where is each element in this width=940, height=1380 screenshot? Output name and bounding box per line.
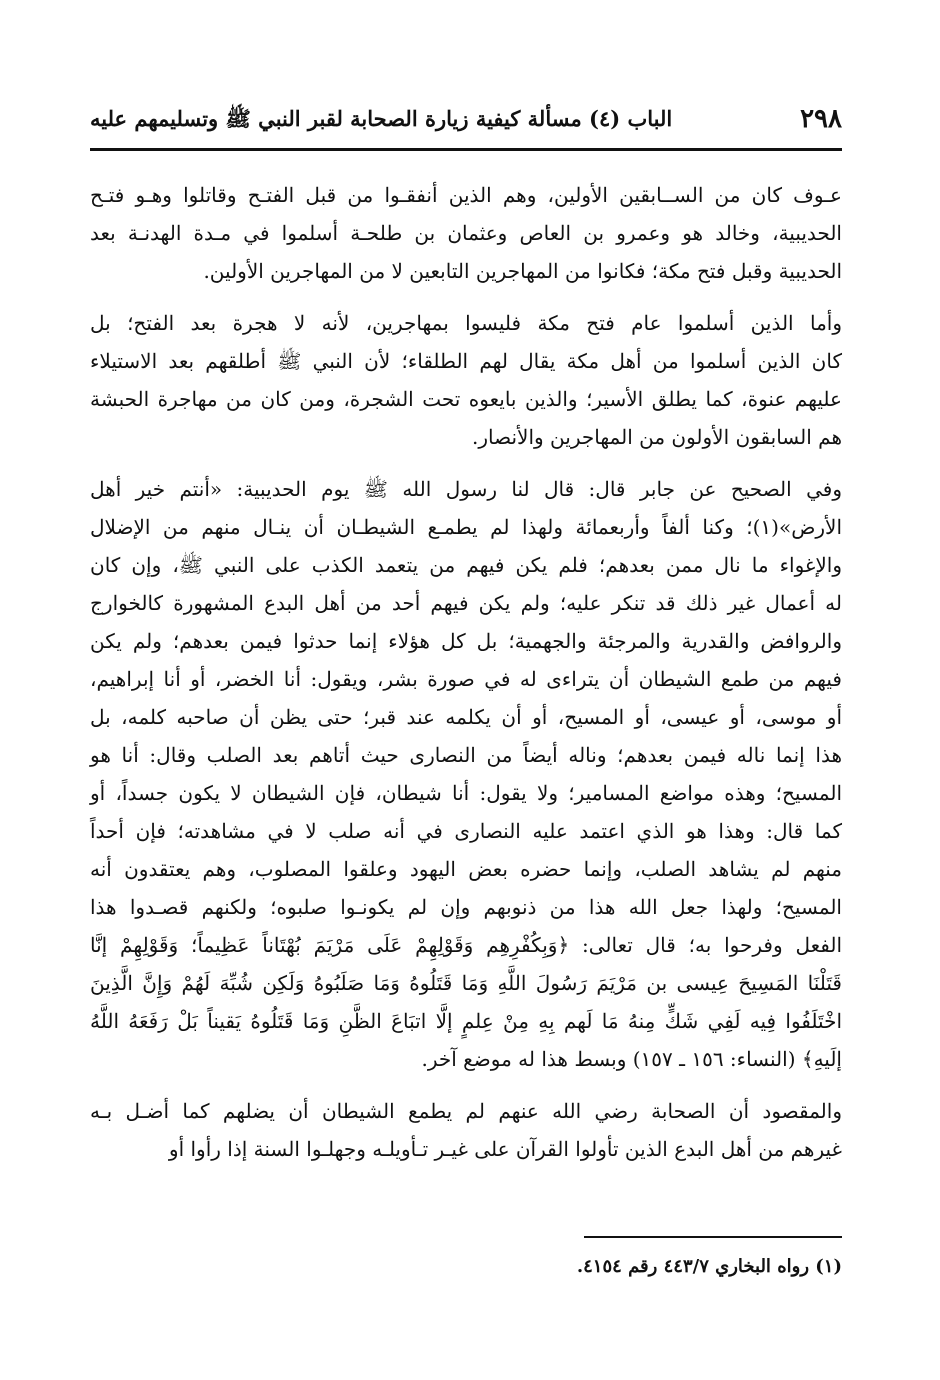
footnote: (١) رواه البخاري ٤٤٣/٧ رقم ٤١٥٤.	[576, 1256, 842, 1277]
text-line: غيرهم من أهل البدع الذين تأولوا القرآن على غيـر تـأويلـه وجهلـوا السنة إذا رأوا أو	[168, 1137, 842, 1161]
text-line: قَتَلْنَا المَسِيحَ عِيسى بن مَرْيَمَ رَسُولَ اللَّهِ وَمَا قَتَلُوهُ وَمَا صَلَبُوهُ وَلَكِن شُبِّهَ لَهُمْ وَإِنَّ الَّذِينَ	[90, 971, 842, 995]
text-line: اخْتَلَفُوا فِيه لَفِي شَكٍّ مِنهُ مَا لَهم بِهِ مِنْ عِلمٍ إلَّا اتبَاعَ الظَّنِ وَمَا قَتَلُوهُ يَقيناً بَلْ رَفَعَهُ اللَّهُ	[90, 1009, 842, 1033]
text-line: عليهم عنوة، كما يطلق الأسير؛ والذين بايعوه تحت الشجرة، ومن كان من مهاجرة الحبشة	[90, 387, 842, 411]
text-line: الحديبية وقبل فتح مكة؛ فكانوا من المهاجرين التابعين لا من المهاجرين الأولين.	[203, 259, 842, 283]
page-header	[90, 100, 842, 151]
text-line: الفعل وفرحوا به؛ قال تعالى: ﴿وَبِكُفْرِهِم وَقَوْلِهِمْ عَلَى مَرْيَمَ بُهْتَاناً عَظِيماً؛ وَقَوْلِهِمْ إنَّا	[90, 933, 842, 957]
paragraph	[90, 1092, 842, 1168]
text-line: والمقصود أن الصحابة رضي الله عنهم لم يطمع الشيطان أن يضلهم كما أضـل بـه	[90, 1099, 842, 1123]
text-line: المسيح؛ ولهذا جعل الله هذا من ذنوبهم وإن لم يكونـوا صلبوه؛ ولكنهم قصـدوا هذا	[90, 895, 842, 919]
paragraph	[90, 176, 842, 290]
text-line: أو موسى، أو عيسى، أو المسيح، أو أن يكلمه عند قبر؛ حتى يظن أن صاحبه كلمه، بل	[90, 705, 842, 729]
footnote-divider	[584, 1236, 842, 1238]
text-line: كما قال: وهذا هو الذي اعتمد عليه النصارى في أنه صلب لا في مشاهدته؛ فإن أحداً	[90, 819, 842, 843]
text-line: هم السابقون الأولون من المهاجرين والأنصار.	[472, 425, 842, 449]
text-line: الحديبية، وخالد هو وعمرو بن العاص وعثمان بن طلحـة أسلموا في مـدة الهدنـة بعد	[90, 221, 842, 245]
paragraph	[90, 470, 842, 1078]
text-line: هذا إنما ناله فيمن بعدهم؛ وناله أيضاً من النصارى حيث أتاهم بعد الصلب وقال: أنا هو	[90, 743, 842, 767]
text-line: فيهم من طمع الشيطان أن يتراءى له في صورة بشر، ويقول: أنا الخضر، أو أنا إبراهيم،	[90, 667, 842, 691]
running-title: الباب (٤) مسألة كيفية زيارة الصحابة لقبر النبي ﷺ وتسليمهم عليه	[90, 106, 673, 131]
paragraph	[90, 304, 842, 456]
text-line: وفي الصحيح عن جابر قال: قال لنا رسول الله ﷺ يوم الحديبية: «أنتم خير أهل	[90, 477, 842, 501]
text-line: المسيح؛ وهذه مواضع المسامير؛ ولا يقول: أنا شيطان، فإن الشيطان لا يكون جسداً، أو	[90, 781, 842, 805]
body-text	[90, 176, 842, 1182]
text-line: والإغواء ما نال ممن بعدهم؛ فلم يكن فيهم من يتعمد الكذب على النبي ﷺ، وإن كان	[90, 553, 842, 577]
text-line: منهم لم يشاهد الصلب، وإنما حضره بعض اليهود وعلقوا المصلوب، وهم يعتقدون أنه	[90, 857, 842, 881]
text-line: والروافض والقدرية والمرجئة والجهمية؛ بل كل هؤلاء إنما حدثوا فيمن بعدهم؛ ولم يكن	[90, 629, 842, 653]
text-line: وأما الذين أسلموا عام فتح مكة فليسوا بمهاجرين، لأنه لا هجرة بعد الفتح؛ بل	[90, 311, 842, 335]
document-page	[90, 90, 842, 1330]
text-line: له أعمال غير ذلك قد تنكر عليه؛ ولم يكن فيهم أحد من أهل البدع المشهورة كالخوارج	[90, 591, 842, 615]
text-line: إلَيهِ﴾ (النساء: ١٥٦ ـ ١٥٧) وبسط هذا له موضع آخر.	[421, 1047, 842, 1071]
text-line: كان الذين أسلموا من أهل مكة يقال لهم الطلقاء؛ لأن النبي ﷺ أطلقهم بعد الاستيلاء	[90, 349, 842, 373]
text-line: عـوف كان من الســابقين الأولين، وهم الذين أنفقـوا من قبل الفتـح وقاتلوا وهـو فتـح	[90, 183, 842, 207]
page-number: ٢٩٨	[800, 104, 842, 134]
text-line: الأرض»(١)؛ وكنا ألفاً وأربعمائة ولهذا لم يطمـع الشيطـان أن ينـال منهم من الإضلال	[90, 515, 842, 539]
